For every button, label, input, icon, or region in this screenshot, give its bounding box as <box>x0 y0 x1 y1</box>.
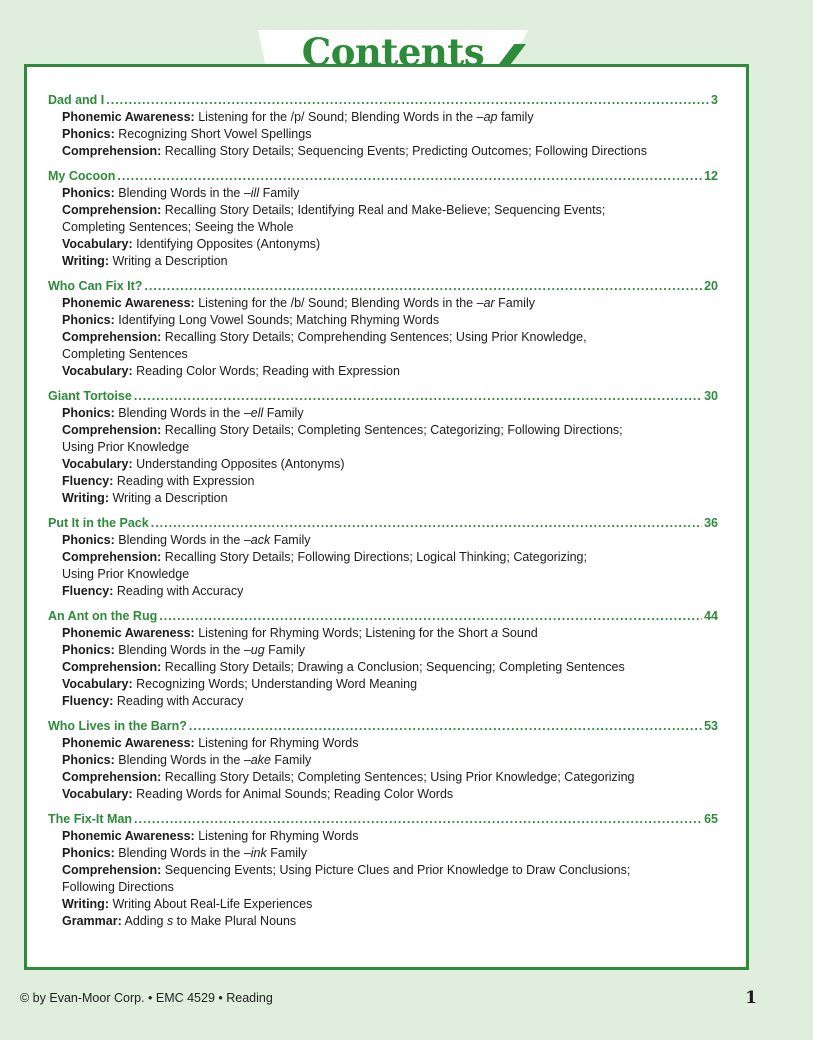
dot-leader <box>189 718 702 735</box>
skill-line <box>48 583 718 600</box>
skill-line <box>48 769 718 786</box>
skill-detail: Adding <box>124 914 167 928</box>
skill-label: Comprehension: <box>62 863 162 877</box>
skill-line <box>48 659 718 676</box>
skill-detail: Listening for the /p/ Sound; Blending Words in the – <box>198 110 484 124</box>
toc-section <box>48 388 718 507</box>
skill-detail: Recognizing Short Vowel Spellings <box>118 127 312 141</box>
skill-label: Fluency: <box>62 474 114 488</box>
skill-detail: Family <box>264 643 305 657</box>
skill-line-continuation: Using Prior Knowledge <box>62 567 190 581</box>
skill-line <box>48 490 718 507</box>
toc-entry-title[interactable] <box>48 718 718 735</box>
skill-detail: Family <box>270 753 312 767</box>
section-page-number: 3 <box>711 93 718 107</box>
skill-label: Vocabulary: <box>62 677 133 691</box>
skill-label: Writing: <box>62 254 109 268</box>
skill-line <box>48 405 718 422</box>
skill-detail: Listening for Rhyming Words; Listening for the Short <box>198 626 492 640</box>
section-name: Dad and I <box>48 93 105 107</box>
skill-label: Writing: <box>62 491 109 505</box>
skill-detail: Recalling Story Details; Completing Sentences; Using Prior Knowledge; Categorizing <box>164 770 635 784</box>
section-page-number: 44 <box>704 609 718 623</box>
skill-line <box>48 109 718 126</box>
skill-detail: Sequencing Events; Using Picture Clues and Prior Knowledge to Draw Conclusions; <box>164 863 631 877</box>
skill-line <box>48 126 718 143</box>
dot-leader <box>117 168 702 185</box>
section-name: Giant Tortoise <box>48 389 132 403</box>
skill-detail-italic: a <box>491 626 499 640</box>
skill-line <box>48 312 718 329</box>
skill-line <box>48 896 718 913</box>
skill-line <box>48 473 718 490</box>
toc-section <box>48 608 718 710</box>
skill-label: Comprehension: <box>62 144 162 158</box>
skill-label: Comprehension: <box>62 770 162 784</box>
skill-line-continuation: Completing Sentences <box>62 347 188 361</box>
skill-detail: Listening for Rhyming Words <box>198 829 359 843</box>
skill-label: Comprehension: <box>62 203 162 217</box>
skill-line <box>48 862 718 879</box>
dot-leader <box>106 92 709 109</box>
skill-line <box>48 693 718 710</box>
skill-line <box>48 845 718 862</box>
section-name: Who Lives in the Barn? <box>48 719 187 733</box>
skill-line-continuation: Completing Sentences; Seeing the Whole <box>62 220 294 234</box>
section-page-number: 12 <box>704 169 718 183</box>
skill-line <box>48 532 718 549</box>
skill-line <box>48 185 718 202</box>
skill-label: Phonics: <box>62 313 115 327</box>
section-page-number: 20 <box>704 279 718 293</box>
skill-detail: Sound <box>498 626 538 640</box>
skill-line-continuation: Following Directions <box>62 880 174 894</box>
skill-label: Phonics: <box>62 186 115 200</box>
skill-detail-italic: ap <box>483 110 498 124</box>
skill-detail: Recalling Story Details; Identifying Real and Make-Believe; Sequencing Events; <box>164 203 606 217</box>
toc-section <box>48 515 718 600</box>
skill-detail: Writing a Description <box>112 491 228 505</box>
skill-label: Vocabulary: <box>62 787 133 801</box>
skill-line <box>48 363 718 380</box>
skill-detail: Recognizing Words; Understanding Word Meaning <box>136 677 418 691</box>
skill-label: Comprehension: <box>62 660 162 674</box>
dot-leader <box>134 811 702 828</box>
skill-detail: Blending Words in the – <box>118 533 251 547</box>
skill-line <box>48 253 718 270</box>
toc-entry-title[interactable] <box>48 388 718 405</box>
dot-leader <box>134 388 702 405</box>
skill-label: Comprehension: <box>62 550 162 564</box>
footer-copyright: © by Evan-Moor Corp. • EMC 4529 • Reading <box>20 991 273 1005</box>
skill-detail: Listening for the /b/ Sound; Blending Words in the – <box>198 296 484 310</box>
skill-detail: Understanding Opposites (Antonyms) <box>136 457 345 471</box>
skill-detail-italic: ack <box>250 533 271 547</box>
skill-line <box>48 456 718 473</box>
skill-label: Grammar: <box>62 914 122 928</box>
skill-label: Phonics: <box>62 406 115 420</box>
skill-label: Phonemic Awareness: <box>62 626 195 640</box>
skill-label: Writing: <box>62 897 109 911</box>
skill-line <box>48 642 718 659</box>
skill-detail: Family <box>263 406 304 420</box>
skill-detail: Recalling Story Details; Completing Sentences; Categorizing; Following Directions; <box>164 423 623 437</box>
skill-line <box>48 828 718 845</box>
skill-detail-italic: s <box>166 914 174 928</box>
section-page-number: 36 <box>704 516 718 530</box>
skill-line <box>48 786 718 803</box>
skill-label: Vocabulary: <box>62 237 133 251</box>
toc-entry-title[interactable] <box>48 811 718 828</box>
page-number: 1 <box>745 988 757 1008</box>
skill-detail: Blending Words in the – <box>118 643 251 657</box>
skill-detail: family <box>497 110 534 124</box>
skill-detail: Listening for Rhyming Words <box>198 736 359 750</box>
table-of-contents <box>48 92 718 938</box>
skill-line <box>48 676 718 693</box>
toc-entry-title[interactable] <box>48 168 718 185</box>
skill-line <box>48 422 718 439</box>
section-name: My Cocoon <box>48 169 116 183</box>
skill-label: Fluency: <box>62 694 114 708</box>
toc-section <box>48 811 718 930</box>
skill-line <box>48 752 718 769</box>
toc-section <box>48 92 718 160</box>
skill-detail: Reading with Accuracy <box>116 584 244 598</box>
toc-entry-title[interactable] <box>48 608 718 625</box>
skill-detail: Family <box>270 533 311 547</box>
skill-detail: Identifying Long Vowel Sounds; Matching Rhyming Words <box>118 313 440 327</box>
skill-detail-italic: ink <box>250 846 267 860</box>
skill-detail: Identifying Opposites (Antonyms) <box>136 237 321 251</box>
skill-label: Comprehension: <box>62 330 162 344</box>
section-name: The Fix-It Man <box>48 812 133 826</box>
skill-detail: to Make Plural Nouns <box>173 914 297 928</box>
skill-line <box>48 913 718 930</box>
skill-label: Phonemic Awareness: <box>62 736 195 750</box>
skill-line <box>48 236 718 253</box>
toc-entry-title[interactable] <box>48 92 718 109</box>
skill-line-continuation: Using Prior Knowledge <box>62 440 190 454</box>
skill-detail: Blending Words in the – <box>118 846 251 860</box>
skill-detail: Blending Words in the – <box>118 753 251 767</box>
skill-line <box>48 625 718 642</box>
skill-detail: Writing a Description <box>112 254 228 268</box>
toc-section <box>48 168 718 270</box>
skill-label: Vocabulary: <box>62 364 133 378</box>
section-page-number: 65 <box>704 812 718 826</box>
skill-label: Phonics: <box>62 846 115 860</box>
skill-detail-italic: ill <box>250 186 260 200</box>
skill-label: Phonemic Awareness: <box>62 110 195 124</box>
skill-line <box>48 329 718 346</box>
toc-entry-title[interactable] <box>48 515 718 532</box>
skill-label: Phonics: <box>62 753 115 767</box>
toc-entry-title[interactable] <box>48 278 718 295</box>
toc-section <box>48 718 718 803</box>
skill-label: Phonemic Awareness: <box>62 829 195 843</box>
skill-detail-italic: ake <box>250 753 271 767</box>
dot-leader <box>144 278 702 295</box>
skill-detail: Reading with Accuracy <box>116 694 244 708</box>
skill-detail: Reading Color Words; Reading with Expression <box>136 364 400 378</box>
skill-label: Phonemic Awareness: <box>62 296 195 310</box>
skill-detail: Reading with Expression <box>116 474 255 488</box>
skill-detail: Family <box>494 296 535 310</box>
dot-leader <box>159 608 702 625</box>
skill-detail: Blending Words in the – <box>118 186 251 200</box>
skill-label: Fluency: <box>62 584 114 598</box>
section-name: An Ant on the Rug <box>48 609 158 623</box>
skill-label: Vocabulary: <box>62 457 133 471</box>
skill-detail: Family <box>259 186 300 200</box>
skill-detail: Recalling Story Details; Following Directions; Logical Thinking; Categorizing; <box>164 550 587 564</box>
section-page-number: 53 <box>704 719 718 733</box>
skill-line <box>48 549 718 566</box>
skill-label: Phonics: <box>62 127 115 141</box>
skill-detail: Writing About Real-Life Experiences <box>112 897 313 911</box>
skill-detail-italic: ug <box>250 643 265 657</box>
section-page-number: 30 <box>704 389 718 403</box>
skill-detail-italic: ell <box>250 406 264 420</box>
skill-line <box>48 143 718 160</box>
skill-detail: Blending Words in the – <box>118 406 251 420</box>
skill-label: Comprehension: <box>62 423 162 437</box>
skill-line <box>48 735 718 752</box>
skill-label: Phonics: <box>62 533 115 547</box>
skill-line <box>48 202 718 219</box>
section-name: Put It in the Pack <box>48 516 149 530</box>
toc-section <box>48 278 718 380</box>
skill-detail: Family <box>266 846 308 860</box>
dot-leader <box>151 515 702 532</box>
skill-detail: Recalling Story Details; Drawing a Conclusion; Sequencing; Completing Sentences <box>164 660 625 674</box>
skill-detail: Recalling Story Details; Comprehending Sentences; Using Prior Knowledge, <box>164 330 587 344</box>
page-title: Contents <box>301 30 485 74</box>
skill-detail: Recalling Story Details; Sequencing Events; Predicting Outcomes; Following Directions <box>164 144 647 158</box>
section-name: Who Can Fix It? <box>48 279 143 293</box>
skill-label: Phonics: <box>62 643 115 657</box>
skill-line <box>48 295 718 312</box>
skill-detail-italic: ar <box>483 296 495 310</box>
skill-detail: Reading Words for Animal Sounds; Reading Color Words <box>136 787 454 801</box>
